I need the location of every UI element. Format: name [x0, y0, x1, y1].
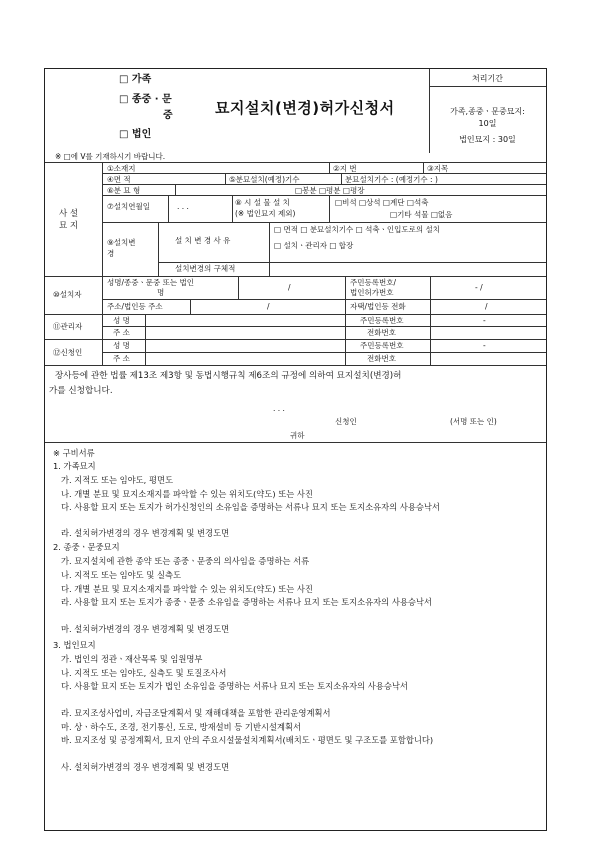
docs-item: 바. 묘지조성 및 공정계획서, 묘지 안의 주요시설물설치계획서(배치도ㆍ평면도 및 구조도를 포함합니다)	[61, 735, 434, 745]
site-label-2: 묘 지	[59, 221, 79, 231]
change-options-1[interactable]: □ 면적 □ 분묘설치기수 □ 석축ㆍ인입도로의 설치	[274, 225, 440, 234]
applicant-phone-label: 전화번호	[367, 354, 396, 363]
installer-name-label-1: 성명/종중ㆍ문중 또는 법인	[107, 278, 194, 287]
processing-line-1: 가족,종중ㆍ문중묘지:	[450, 107, 525, 116]
install-date-value[interactable]: . . .	[177, 202, 189, 211]
land-category-label: ③지목	[427, 164, 449, 173]
row-line	[102, 299, 546, 300]
docs-item: 가. 지적도 또는 임야도, 평면도	[61, 475, 174, 485]
manager-name-label: 성 명	[113, 316, 130, 325]
docs-group-1: 1. 가족묘지	[53, 461, 96, 471]
facilities-label-1: ⑧ 시 설 물 설 치	[235, 198, 290, 207]
declaration-sign[interactable]: (서명 또는 인)	[450, 417, 497, 426]
div	[341, 173, 342, 184]
div	[345, 276, 346, 299]
declaration-line-1: 장사등에 관한 법률 제13조 제3항 및 동법시행규칙 제6조의 규정에 의하여 묘지설치(변경)허	[55, 371, 402, 381]
burial-count-label: ⑤분묘설치(예정)기수	[229, 175, 300, 184]
applicant-id-label: 주민등록번호	[360, 341, 404, 350]
installer-address-label: 주소/법인등 주소	[107, 302, 163, 311]
row-line	[102, 222, 546, 223]
processing-line-2: 10일	[478, 119, 497, 128]
change-options-2[interactable]: □ 설치ㆍ관리자 □ 합장	[274, 241, 354, 250]
burial-count-value[interactable]: 분묘설치기수 : (예정기수 : )	[345, 175, 438, 184]
docs-heading: ※ 구비서류	[53, 448, 95, 458]
div	[168, 195, 169, 222]
facilities-label-2: (※ 법인묘지 제외)	[235, 209, 296, 218]
installer-name-label-2: 명	[157, 288, 165, 297]
installer-label: ⑩설치자	[53, 290, 82, 299]
location-label: ①소재지	[107, 164, 136, 173]
site-label-1: 사 설	[59, 209, 79, 219]
processing-line-3: 법인묘지 : 30일	[459, 135, 516, 144]
row-line	[158, 262, 546, 263]
declaration-line-2: 가를 신청합니다.	[49, 386, 113, 396]
manager-address-label: 주 소	[113, 328, 130, 337]
manager-id-label: 주민등록번호	[360, 316, 404, 325]
install-date-label: ⑦설치연월일	[107, 202, 150, 211]
row-line	[102, 184, 546, 185]
processing-label: 처리기간	[472, 74, 503, 83]
installer-phone-label: 자택/법인등 전화	[350, 302, 406, 311]
header-bottom-line	[45, 162, 546, 163]
manager-label: ⑪관리자	[53, 322, 83, 331]
docs-item: 나. 개별 분묘 및 묘지소재지를 파악할 수 있는 위치도(약도) 또는 사진	[61, 489, 313, 499]
change-label-1: ⑨설치변	[107, 238, 136, 247]
installer-label-divider	[102, 276, 103, 314]
docs-item: 가. 법인의 정관ㆍ재산목록 및 임원명부	[61, 654, 203, 664]
installer-id-label-1: 주민등록번호/	[350, 278, 396, 287]
processing-divider	[429, 86, 546, 87]
manager-id-value[interactable]: -	[483, 316, 486, 325]
div	[329, 162, 330, 173]
declaration-to: 귀하	[290, 431, 305, 440]
option-corporation[interactable]: □ 법인	[119, 129, 152, 140]
manager-phone-label: 전화번호	[367, 328, 396, 337]
applicant-address-label: 주 소	[113, 354, 130, 363]
div	[345, 299, 346, 314]
applicant-name-label: 성 명	[113, 341, 130, 350]
docs-item: 라. 묘지조성사업비, 자금조달계획서 및 재해대책을 포함한 관리운영계획서	[61, 708, 331, 718]
option-family[interactable]: □ 가족	[119, 74, 152, 85]
facilities-options-1[interactable]: □비석 □상석 □계단 □석축	[335, 198, 429, 207]
docs-item: 다. 사용할 묘지 또는 토지가 허가신청인의 소유임을 증명하는 서류나 묘지 또는 토지소유자의 사용승낙서	[61, 502, 440, 512]
docs-item: 라. 설치허가변경의 경우 변경계획 및 변경도면	[61, 528, 230, 538]
option-clan[interactable]: □ 종중 · 문	[119, 94, 172, 105]
docs-item: 가. 묘지설치에 관한 종약 또는 종중ㆍ문중의 의사임을 증명하는 서류	[61, 556, 310, 566]
section-line	[45, 276, 546, 277]
div	[225, 173, 226, 184]
installer-name-slash[interactable]: /	[288, 283, 291, 292]
div	[158, 222, 159, 276]
div	[329, 195, 330, 222]
change-label-2: 경	[107, 249, 115, 258]
section-line	[45, 339, 546, 340]
form-title: 묘지설치(변경)허가신청서	[215, 99, 395, 117]
application-form	[44, 68, 547, 831]
installer-id-label-2: 법인허가번호	[350, 288, 394, 297]
docs-item: 사. 설치허가변경의 경우 변경계획 및 변경도면	[61, 762, 230, 772]
installer-address-slash[interactable]: /	[267, 302, 270, 311]
div	[238, 276, 239, 299]
row-line	[102, 173, 546, 174]
row-line	[102, 352, 546, 353]
declaration-date[interactable]: . . .	[273, 404, 285, 413]
declaration-applicant: 신청인	[335, 417, 357, 426]
docs-item: 다. 사용할 묘지 또는 토지가 법인 소유임을 증명하는 서류나 묘지 또는 토지소유자의 사용승낙서	[61, 681, 408, 691]
div	[232, 195, 233, 222]
div	[423, 162, 424, 173]
installer-id-value[interactable]: - /	[475, 283, 483, 292]
div	[269, 222, 270, 262]
docs-group-3: 3. 법인묘지	[53, 640, 96, 650]
section-line	[45, 365, 546, 366]
change-reason-label: 설 치 변 경 사 유	[175, 236, 231, 245]
div	[190, 299, 191, 314]
area-label: ④면 적	[107, 175, 131, 184]
row-line	[102, 326, 546, 327]
div	[269, 262, 270, 276]
docs-item: 라. 사용할 묘지 또는 토지가 종중ㆍ문중 소유임을 증명하는 서류나 묘지 또는 토지소유자의 사용승낙서	[61, 597, 432, 607]
div	[430, 299, 431, 314]
lot-no-label: ②지 번	[333, 164, 357, 173]
docs-item: 마. 상ㆍ하수도, 조경, 전기통신, 도로, 방재설비 등 기반시설계획서	[61, 722, 302, 732]
section-line	[45, 442, 546, 443]
docs-item: 마. 설치허가변경의 경우 변경계획 및 변경도면	[61, 624, 230, 634]
docs-item: 나. 지적도 또는 임야도, 실측도 및 토질조사서	[61, 668, 227, 678]
docs-item: 나. 지적도 또는 임야도 및 실측도	[61, 570, 182, 580]
option-clan-cont: 중	[163, 110, 173, 121]
applicant-label: ⑫신청인	[53, 348, 83, 357]
docs-item: 다. 개별 분묘 및 묘지소재지를 파악할 수 있는 위치도(약도) 또는 사진	[61, 584, 313, 594]
facilities-options-2[interactable]: □기타 석물 □없음	[390, 210, 453, 219]
div	[430, 276, 431, 299]
installer-phone-slash[interactable]: /	[485, 302, 488, 311]
grave-type-label: ⑥분 묘 형	[107, 186, 141, 195]
grave-type-options[interactable]: □봉분 □평분 □평장	[295, 186, 365, 195]
site-label-divider	[102, 162, 103, 276]
applicant-id-value[interactable]: -	[483, 341, 486, 350]
div	[175, 184, 176, 195]
change-detail-label: 설치변경의 구체적	[175, 264, 236, 273]
section-line	[45, 314, 546, 315]
docs-group-2: 2. 종중ㆍ문중묘지	[53, 542, 120, 552]
check-note: ※ □에 V를 기재하시기 바랍니다.	[55, 152, 166, 161]
